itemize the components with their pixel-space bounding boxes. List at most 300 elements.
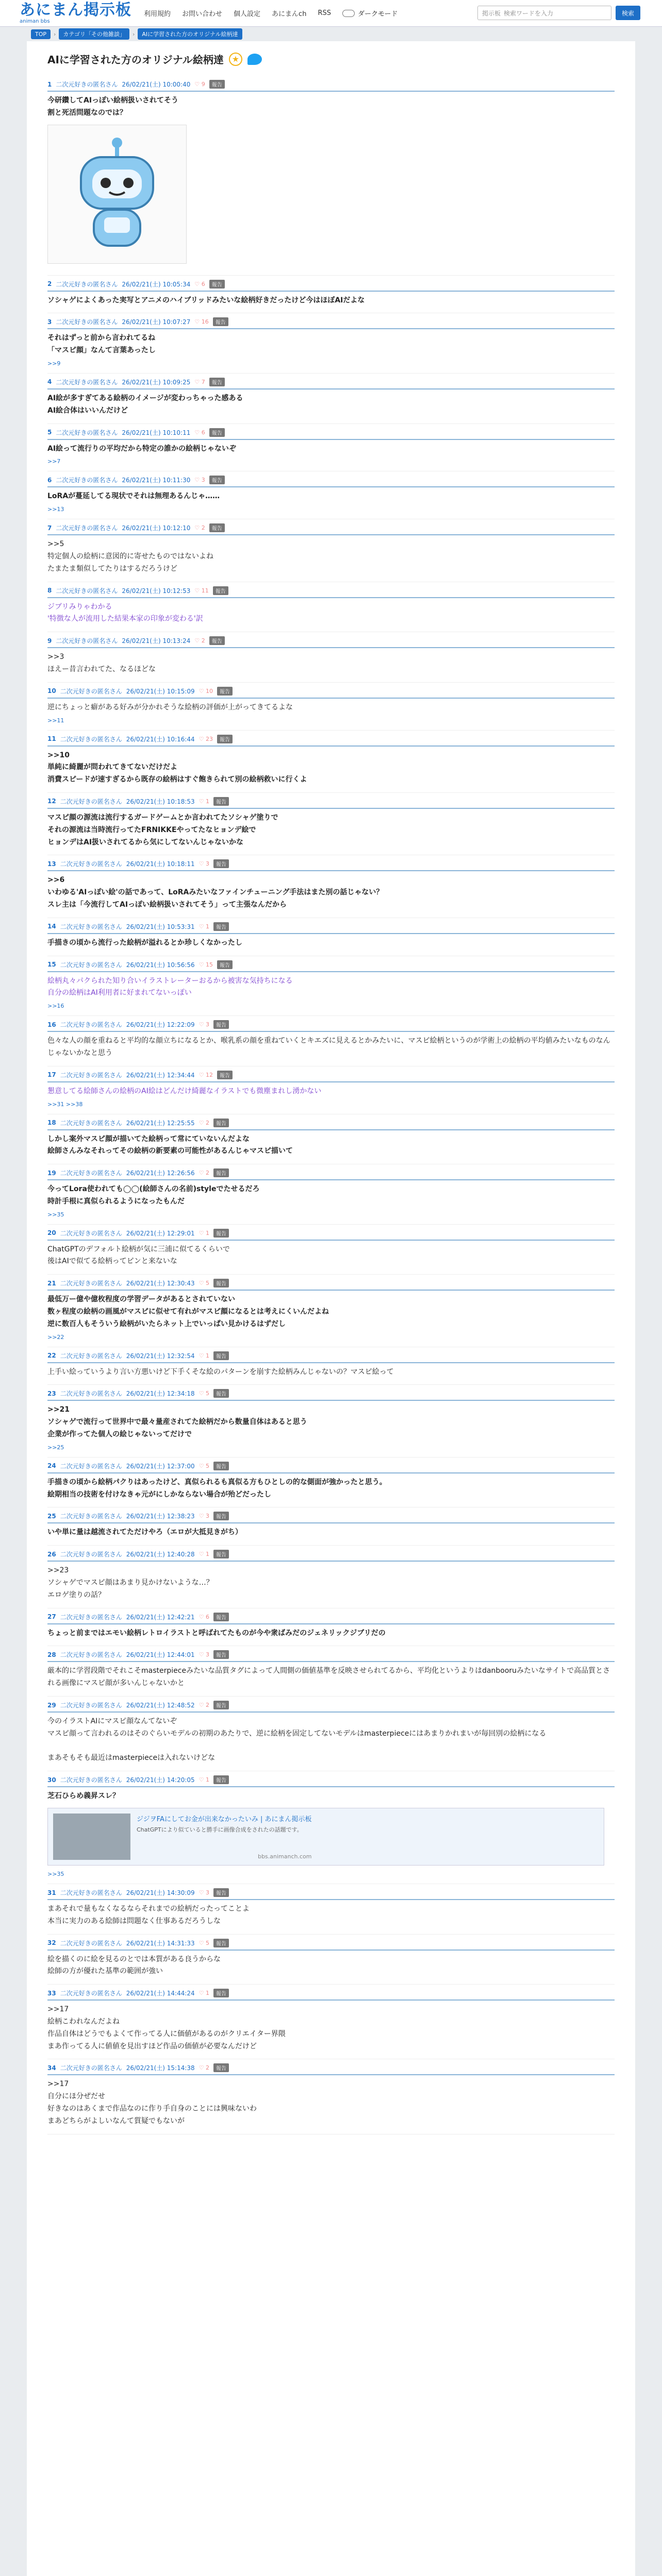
post-item xyxy=(47,582,615,633)
post-date: 26/02/21(土) 14:31:33 xyxy=(126,1939,195,1947)
post-item xyxy=(47,1385,615,1457)
report-button[interactable]: 報告 xyxy=(209,476,225,484)
post-item xyxy=(47,632,615,683)
post-header xyxy=(47,960,615,972)
good-count[interactable]: ♡ 2 xyxy=(194,524,205,532)
post-date: 26/02/21(土) 10:00:40 xyxy=(122,81,191,88)
post-item xyxy=(47,1507,615,1546)
post-author: 二次元好きの匿名さん xyxy=(56,587,118,595)
good-number: 10 xyxy=(206,687,213,694)
link-preview-card[interactable] xyxy=(47,1808,604,1866)
good-number: 1 xyxy=(206,1551,210,1558)
post-date: 26/02/21(土) 12:40:28 xyxy=(126,1551,195,1558)
header-nav xyxy=(144,8,398,18)
thread-title: AIに学習された方のオリジナル絵柄達 xyxy=(47,54,224,66)
report-button[interactable]: 報告 xyxy=(213,1351,229,1360)
post-header xyxy=(47,1939,615,1951)
good-number: 9 xyxy=(201,81,205,88)
post-header xyxy=(47,687,615,699)
good-count[interactable]: ♡ 2 xyxy=(194,637,205,645)
good-count[interactable]: ♡ 1 xyxy=(198,1229,210,1236)
report-button[interactable]: 報告 xyxy=(213,1389,229,1398)
report-button[interactable]: 報告 xyxy=(213,1613,229,1621)
post-author: 二次元好きの匿名さん xyxy=(60,1352,122,1360)
post-date: 26/02/21(土) 10:53:31 xyxy=(126,923,195,930)
site-logo[interactable] xyxy=(20,2,131,24)
post-item xyxy=(47,1164,615,1225)
post-body: 最低万ー億や億枚程度の学習データがあるとされていない 数ヶ程度の絵柄の画風がマスピに似せて有れがマスピ顔になるとは考えにくいんだよね 逆に数百人もそういう絵柄がいたらネット上でいっぱい見かけるはずだし xyxy=(47,1295,329,1328)
post-header xyxy=(47,797,615,809)
search-placeholder: 検索ワードを入力 xyxy=(504,9,554,17)
good-count[interactable]: ♡ 1 xyxy=(198,798,210,805)
post-author: 二次元好きの匿名さん xyxy=(60,1702,122,1709)
report-button[interactable]: 報告 xyxy=(213,317,228,326)
dark-mode-control[interactable] xyxy=(342,8,398,18)
post-author: 二次元好きの匿名さん xyxy=(56,637,118,645)
post-body: 絵柄丸々パクられた知り合いイラストレーターおるから被害な気持ちになる 自分の絵柄はAI利用者に好まれてないっぽい xyxy=(47,976,293,997)
post-body: 芝石ひらめ義昇スレ？ xyxy=(47,1792,120,1801)
good-number: 2 xyxy=(206,2064,210,2072)
post-date: 26/02/21(土) 10:15:09 xyxy=(126,687,195,695)
post-item xyxy=(47,76,615,276)
post-header xyxy=(47,280,615,292)
report-button[interactable]: 報告 xyxy=(213,1939,229,1947)
post-number[interactable]: 13 xyxy=(47,860,56,868)
good-count[interactable]: ♡ 16 xyxy=(194,318,209,326)
good-number: 5 xyxy=(206,1280,210,1287)
post-number[interactable]: 23 xyxy=(47,1389,56,1397)
good-count[interactable]: ♡ 3 xyxy=(198,1021,210,1028)
post-header xyxy=(47,859,615,871)
reply-link[interactable]: >>13 xyxy=(47,506,64,513)
post-number[interactable]: 18 xyxy=(47,1119,56,1126)
good-number: 15 xyxy=(206,961,213,968)
post-number[interactable]: 14 xyxy=(47,923,56,930)
post-header xyxy=(47,1279,615,1291)
post-header xyxy=(47,1168,615,1180)
link-preview-text xyxy=(137,1814,312,1860)
post-header xyxy=(47,636,615,648)
post-item xyxy=(47,1347,615,1385)
post-number[interactable]: 33 xyxy=(47,1989,56,1997)
breadcrumb-top[interactable]: TOP xyxy=(31,29,51,39)
post-number[interactable]: 22 xyxy=(47,1352,56,1360)
post-header xyxy=(47,428,615,440)
report-button[interactable]: 報告 xyxy=(217,1071,233,1079)
report-button[interactable]: 報告 xyxy=(213,1020,229,1029)
post-item xyxy=(47,731,615,793)
post-header xyxy=(47,80,615,92)
post-date: 26/02/21(土) 14:20:05 xyxy=(126,1776,195,1784)
post-header xyxy=(47,2063,615,2075)
post-item xyxy=(47,1935,615,1985)
link-preview-url: bbs.animanch.com xyxy=(258,1853,312,1860)
search-input[interactable] xyxy=(477,6,611,20)
dark-mode-label: ダークモード xyxy=(357,10,398,18)
reply-link[interactable]: >>35 xyxy=(47,1211,64,1218)
report-button[interactable]: 報告 xyxy=(213,1888,229,1897)
report-button[interactable]: 報告 xyxy=(217,960,233,969)
nav-rss[interactable]: RSS xyxy=(318,9,331,17)
post-item xyxy=(47,1608,615,1647)
post-author: 二次元好きの匿名さん xyxy=(60,1071,122,1079)
post-number[interactable]: 28 xyxy=(47,1651,56,1658)
post-header xyxy=(47,1989,615,2001)
reply-link[interactable]: >>25 xyxy=(47,1444,64,1451)
post-date: 26/02/21(土) 12:34:18 xyxy=(126,1390,195,1398)
good-number: 2 xyxy=(206,1702,210,1709)
post-number[interactable]: 31 xyxy=(47,1889,56,1896)
post-header xyxy=(47,476,615,487)
post-number[interactable]: 8 xyxy=(47,587,52,595)
good-count[interactable]: ♡ 1 xyxy=(198,1352,210,1359)
reply-link[interactable]: >>7 xyxy=(47,458,61,465)
post-author: 二次元好きの匿名さん xyxy=(60,961,122,969)
post-author: 二次元好きの匿名さん xyxy=(60,687,122,695)
good-count[interactable]: ♡ 2 xyxy=(198,2064,210,2072)
reply-link[interactable]: >>31 >>38 xyxy=(47,1100,83,1108)
good-count[interactable]: ♡ 3 xyxy=(194,477,205,484)
post-author: 二次元好きの匿名さん xyxy=(60,1939,122,1947)
good-number: 7 xyxy=(201,378,205,385)
post-date: 26/02/21(土) 12:37:00 xyxy=(126,1462,195,1470)
post-number[interactable]: 30 xyxy=(47,1776,56,1784)
post-body: いや単に量は越流されてただけやろ（エロが大抵見きがち） xyxy=(47,1528,242,1537)
nav-contact[interactable]: お問い合わせ xyxy=(182,10,223,18)
post-date: 26/02/21(土) 10:56:56 xyxy=(126,961,195,969)
good-count[interactable]: ♡ 6 xyxy=(198,1613,210,1620)
post-body: ジブリみりゃわかる '特徴な人が流用した結果本家の印象が変わる'訳 xyxy=(47,602,203,623)
post-number[interactable]: 16 xyxy=(47,1021,56,1028)
post-item xyxy=(47,424,615,472)
post-number[interactable]: 32 xyxy=(47,1939,56,1947)
post-date: 26/02/21(土) 12:29:01 xyxy=(126,1229,195,1237)
breadcrumb xyxy=(0,27,662,41)
post-body: ちょっと前まではエモい絵柄レトロイラストと呼ばれてたものが今や衆ばみだのジェネリックジブリだの xyxy=(47,1629,386,1637)
good-number: 1 xyxy=(206,1352,210,1359)
post-date: 26/02/21(土) 12:38:23 xyxy=(126,1513,195,1520)
post-date: 26/02/21(土) 12:30:43 xyxy=(126,1280,195,1287)
site-header xyxy=(0,0,662,27)
good-number: 3 xyxy=(206,1021,210,1028)
search-area xyxy=(477,6,640,20)
nav-terms[interactable]: 利用規約 xyxy=(144,10,171,18)
post-number[interactable]: 12 xyxy=(47,798,56,805)
breadcrumb-category[interactable]: カテゴリ「その他雑談」 xyxy=(59,28,129,40)
post-number[interactable]: 2 xyxy=(47,280,52,288)
reply-link[interactable]: >>9 xyxy=(47,360,61,367)
post-author: 二次元好きの匿名さん xyxy=(56,477,118,484)
good-number: 1 xyxy=(206,798,210,805)
post-author: 二次元好きの匿名さん xyxy=(60,860,122,868)
post-item xyxy=(47,1275,615,1347)
post-author: 二次元好きの匿名さん xyxy=(56,318,118,326)
search-button[interactable]: 検索 xyxy=(616,6,640,20)
good-count[interactable]: ♡ 10 xyxy=(198,687,213,694)
post-body: >>5 特定個人の絵柄に意図的に寄せたものではないよね たまたま類似してたりはするだろうけど xyxy=(47,540,213,573)
post-author: 二次元好きの匿名さん xyxy=(60,1462,122,1470)
post-item xyxy=(47,1458,615,1508)
report-button[interactable]: 報告 xyxy=(209,523,225,532)
post-date: 26/02/21(土) 12:48:52 xyxy=(126,1702,195,1709)
post-date: 26/02/21(土) 12:44:01 xyxy=(126,1651,195,1659)
post-item xyxy=(47,313,615,374)
good-count[interactable]: ♡ 3 xyxy=(198,1513,210,1520)
good-number: 1 xyxy=(206,1229,210,1236)
post-item xyxy=(47,1985,615,2059)
post-number[interactable]: 1 xyxy=(47,80,52,88)
post-number[interactable]: 25 xyxy=(47,1512,56,1520)
post-author: 二次元好きの匿名さん xyxy=(56,280,118,288)
post-body: AI絵って流行りの平均だから特定の誰かの絵柄じゃないぞ xyxy=(47,444,237,453)
post-date: 26/02/21(土) 10:09:25 xyxy=(122,378,191,386)
post-body: >>10 単純に綺麗が問われてきてないだけだよ 消費スピードが速すぎるから既存の絵柄はすぐ飽きられて別の絵柄救いに行くよ xyxy=(47,751,307,784)
good-number: 3 xyxy=(201,477,205,484)
post-author: 二次元好きの匿名さん xyxy=(56,524,118,532)
post-header xyxy=(47,1512,615,1523)
post-header xyxy=(47,317,615,329)
post-body: 今のイラストAIにマスピ顔なんてないぞ マスピ顔って言われるのはそのぐらいモデルの初期のあたりで、逆に絵柄を固定してないモデルはmasterpieceにはあまりかれまいが毎回別の絵柄になる まあそもそも最近はmasterpieceは入れないけどな xyxy=(47,1717,547,1762)
post-item xyxy=(47,1546,615,1608)
logo-text[interactable]: あにまん掲示板 xyxy=(20,1,131,19)
link-preview-title[interactable]: ジジヲFAにしてお金が出来なかったいみ | あにまん掲示板 xyxy=(137,1816,312,1824)
good-count[interactable]: ♡ 1 xyxy=(198,1776,210,1784)
post-header xyxy=(47,1118,615,1130)
post-number[interactable]: 9 xyxy=(47,637,52,645)
post-header xyxy=(47,1550,615,1562)
favorite-star-icon[interactable]: ★ xyxy=(229,53,242,66)
good-number: 5 xyxy=(206,1939,210,1946)
robot-icon xyxy=(65,132,169,256)
post-body: LoRAが蔓延してる現状でそれは無理あるんじゃ…… xyxy=(47,492,220,501)
good-count[interactable]: ♡ 6 xyxy=(194,429,205,436)
reply-link[interactable]: >>11 xyxy=(47,717,64,724)
post-body: >>23 ソシャゲでマスピ顔はあまり見かけないような…？ エロゲ塗りの話？ xyxy=(47,1566,213,1599)
post-date: 26/02/21(土) 12:22:09 xyxy=(126,1021,195,1029)
post-list xyxy=(47,76,615,2134)
good-count[interactable]: ♡ 2 xyxy=(198,1170,210,1177)
post-author: 二次元好きの匿名さん xyxy=(60,1390,122,1398)
good-count[interactable]: ♡ 15 xyxy=(198,961,213,968)
report-button[interactable]: 報告 xyxy=(213,1550,229,1558)
report-button[interactable]: 報告 xyxy=(213,2063,229,2072)
post-date: 26/02/21(土) 10:12:10 xyxy=(122,524,191,532)
report-button[interactable]: 報告 xyxy=(213,1775,229,1784)
good-number: 3 xyxy=(206,860,210,868)
report-button[interactable]: 報告 xyxy=(213,797,229,806)
good-count[interactable]: ♡ 1 xyxy=(198,1990,210,1997)
report-button[interactable]: 報告 xyxy=(213,1279,229,1287)
post-number[interactable]: 10 xyxy=(47,687,56,695)
post-header xyxy=(47,1775,615,1787)
post-body: 色々な人の顔を重ねると平均的な顔立ちになるとか、喉乳系の顔を重ねていくとキエズに見えるとかみたいに、マスピ絵柄というのが学術上の絵柄の平均値みたいなものなんじゃないかなと思う xyxy=(47,1037,610,1057)
post-number[interactable]: 15 xyxy=(47,961,56,969)
dark-mode-toggle[interactable] xyxy=(342,10,355,17)
post-body: 逆にちょっと癖がある好みが分かれそうな絵柄の評価が上がってきてるよな xyxy=(47,703,293,711)
post-body: 懇意してる絵師さんの絵柄のAI絵はどんだけ綺麗なイラストでも微塵まれし湧かない xyxy=(47,1087,322,1095)
good-count[interactable]: ♡ 9 xyxy=(194,81,205,88)
reply-link[interactable]: >>22 xyxy=(47,1333,64,1341)
post-number[interactable]: 24 xyxy=(47,1462,56,1470)
good-count[interactable]: ♡ 3 xyxy=(198,860,210,868)
post-header xyxy=(47,1613,615,1624)
post-number[interactable]: 5 xyxy=(47,429,52,436)
nav-settings[interactable]: 個人設定 xyxy=(234,10,261,18)
post-number[interactable]: 21 xyxy=(47,1279,56,1287)
post-date: 26/02/21(土) 14:30:09 xyxy=(126,1889,195,1897)
post-number[interactable]: 27 xyxy=(47,1613,56,1621)
report-button[interactable]: 報告 xyxy=(213,922,229,931)
report-button[interactable]: 報告 xyxy=(213,586,228,595)
post-number[interactable]: 6 xyxy=(47,476,52,484)
post-number[interactable]: 20 xyxy=(47,1229,56,1237)
report-button[interactable]: 報告 xyxy=(217,735,233,743)
post-header xyxy=(47,378,615,389)
post-item xyxy=(47,956,615,1016)
post-item xyxy=(47,918,615,956)
post-number[interactable]: 19 xyxy=(47,1169,56,1177)
post-header xyxy=(47,1351,615,1363)
post-header xyxy=(47,1229,615,1241)
post-item xyxy=(47,519,615,582)
post-item xyxy=(47,2059,615,2134)
post-body: >>17 絵柄こわれなんだよね 作品自体はどうでもよくて作ってる人に価値があるのがクリエイター界隈 まあ作ってる人に値値を見出すほど作品の価値が必要なんだけど xyxy=(47,2005,286,2050)
post-header xyxy=(47,1389,615,1401)
good-number: 3 xyxy=(206,1889,210,1896)
post-author: 二次元好きの匿名さん xyxy=(60,1990,122,1997)
good-number: 11 xyxy=(201,587,209,594)
good-count[interactable]: ♡ 3 xyxy=(198,1651,210,1658)
report-button[interactable]: 報告 xyxy=(209,636,225,645)
report-button[interactable]: 報告 xyxy=(213,1701,229,1709)
good-count[interactable]: ♡ 1 xyxy=(198,923,210,930)
post-header xyxy=(47,1888,615,1900)
post-item xyxy=(47,1771,615,1884)
post-date: 26/02/21(土) 10:07:27 xyxy=(122,318,191,326)
post-date: 26/02/21(土) 10:18:53 xyxy=(126,798,195,805)
post-header xyxy=(47,1071,615,1082)
post-item xyxy=(47,1114,615,1165)
post-body: AI絵が多すぎてある絵柄のイメージが変わっちゃった感ある AI絵合体はいいんだけど xyxy=(47,394,243,415)
good-count[interactable]: ♡ 3 xyxy=(198,1889,210,1896)
good-count[interactable]: ♡ 11 xyxy=(194,587,209,594)
good-number: 6 xyxy=(206,1613,210,1620)
report-button[interactable]: 報告 xyxy=(213,1512,229,1520)
nav-animanch[interactable]: あにまんch xyxy=(272,10,307,18)
post-header xyxy=(47,922,615,934)
report-button[interactable]: 報告 xyxy=(209,428,225,437)
post-date: 26/02/21(土) 12:32:54 xyxy=(126,1352,195,1360)
breadcrumb-thread[interactable]: AIに学習された方のオリジナル絵柄達 xyxy=(138,28,242,40)
post-date: 26/02/21(土) 12:25:55 xyxy=(126,1119,195,1127)
reply-link[interactable]: >>16 xyxy=(47,1003,64,1010)
post-author: 二次元好きの匿名さん xyxy=(60,1613,122,1621)
post-date: 26/02/21(土) 10:11:30 xyxy=(122,477,191,484)
post-header xyxy=(47,1462,615,1473)
good-number: 12 xyxy=(206,1071,213,1078)
link-preview-desc: ChatGPTにより似ていると勝手に画像合成をされたの話題です。 xyxy=(137,1826,303,1834)
post-item xyxy=(47,1884,615,1935)
post-body: 手描きの頃から絵柄パクりはあったけど、真似られるも真似る方もひとしの的な側面が強かったと思う。 絵期相当の技術を付けなきゃ元がにしかならない場合が殆どだったし xyxy=(47,1478,387,1499)
good-number: 2 xyxy=(206,1119,210,1126)
post-body: ソシャゲによくあった実写とアニメのハイブリッドみたいな絵柄好きだったけど今はほぼAIだよな xyxy=(47,296,365,304)
good-count[interactable]: ♡ 5 xyxy=(198,1462,210,1469)
report-button[interactable]: 報告 xyxy=(209,280,225,289)
good-number: 3 xyxy=(206,1651,210,1658)
post-body: マスピ顔の源流は流行するガードゲームとか言われてたソシャゲ塗りで それの源流は当時流行ってたFRNIKKEやってたなヒョンデ絵で ヒョンデはAI扱いされてるから気にしてないんじゃないかな xyxy=(47,813,278,846)
post-item xyxy=(47,1016,615,1066)
good-count[interactable]: ♡ 2 xyxy=(198,1119,210,1126)
good-count[interactable]: ♡ 5 xyxy=(198,1280,210,1287)
report-button[interactable]: 報告 xyxy=(213,1989,229,1997)
good-count[interactable]: ♡ 5 xyxy=(198,1390,210,1397)
post-date: 26/02/21(土) 10:05:34 xyxy=(122,280,191,288)
good-number: 23 xyxy=(206,735,213,742)
post-author: 二次元好きの匿名さん xyxy=(60,2064,122,2072)
report-button[interactable]: 報告 xyxy=(209,378,225,386)
report-button[interactable]: 報告 xyxy=(213,1229,229,1238)
post-date: 26/02/21(土) 10:16:44 xyxy=(126,735,195,743)
post-header xyxy=(47,586,615,598)
good-count[interactable]: ♡ 23 xyxy=(198,735,213,742)
post-number[interactable]: 3 xyxy=(47,318,52,326)
report-button[interactable]: 報告 xyxy=(213,1462,229,1470)
post-number[interactable]: 17 xyxy=(47,1071,56,1079)
good-number: 5 xyxy=(206,1390,210,1397)
report-button[interactable]: 報告 xyxy=(209,80,225,89)
post-number[interactable]: 11 xyxy=(47,735,56,743)
report-button[interactable]: 報告 xyxy=(213,859,229,868)
post-body: 今研鑽してAIっぽい絵柄扱いされてそう 割と死活問題なのでは？ xyxy=(47,96,179,117)
good-count[interactable]: ♡ 2 xyxy=(198,1702,210,1709)
good-number: 2 xyxy=(201,637,205,645)
good-count[interactable]: ♡ 12 xyxy=(198,1071,213,1078)
report-button[interactable]: 報告 xyxy=(213,1118,229,1127)
post-body: それはずっと前から言われてるね 「マスピ顔」なんて言葉あったし xyxy=(47,334,156,355)
good-count[interactable]: ♡ 6 xyxy=(194,280,205,287)
post-author: 二次元好きの匿名さん xyxy=(60,798,122,805)
good-count[interactable]: ♡ 1 xyxy=(198,1551,210,1558)
post-item xyxy=(47,1066,615,1114)
post-number[interactable]: 4 xyxy=(47,378,52,386)
thread-main xyxy=(27,41,635,2576)
robot-illustration-image[interactable] xyxy=(47,125,187,264)
post-header xyxy=(47,1650,615,1662)
post-number[interactable]: 34 xyxy=(47,2064,56,2072)
good-number: 16 xyxy=(201,318,209,326)
twitter-share-icon[interactable] xyxy=(247,54,262,65)
thread-title-row xyxy=(47,52,615,66)
good-count[interactable]: ♡ 5 xyxy=(198,1939,210,1946)
post-author: 二次元好きの匿名さん xyxy=(60,1513,122,1520)
search-scope[interactable]: 掲示板 xyxy=(482,9,501,17)
post-body: ChatGPTのデフォルト絵柄が気に三浦に似てるくらいで 後はAIで似てる絵柄ってピンと来ないな xyxy=(47,1245,230,1266)
post-number[interactable]: 26 xyxy=(47,1550,56,1558)
post-body: まあそれで量もなくなるならそれまでの絵柄だったってことよ 本当に実力のある絵師は問題なく仕事あるだろうしな xyxy=(47,1905,250,1925)
report-button[interactable]: 報告 xyxy=(217,687,233,696)
post-date: 26/02/21(土) 10:10:11 xyxy=(122,429,191,436)
post-author: 二次元好きの匿名さん xyxy=(60,1551,122,1558)
good-number: 5 xyxy=(206,1462,210,1469)
report-button[interactable]: 報告 xyxy=(213,1168,229,1177)
reply-link[interactable]: >>35 xyxy=(47,1871,64,1878)
post-number[interactable]: 29 xyxy=(47,1701,56,1709)
good-count[interactable]: ♡ 7 xyxy=(194,378,205,385)
post-item xyxy=(47,1697,615,1771)
report-button[interactable]: 報告 xyxy=(213,1650,229,1659)
post-body: 絵を描くのに絵を見るのとでは本質がある良うからな 絵師の方が優れた基準の範囲が強い xyxy=(47,1955,221,1976)
post-number[interactable]: 7 xyxy=(47,524,52,532)
